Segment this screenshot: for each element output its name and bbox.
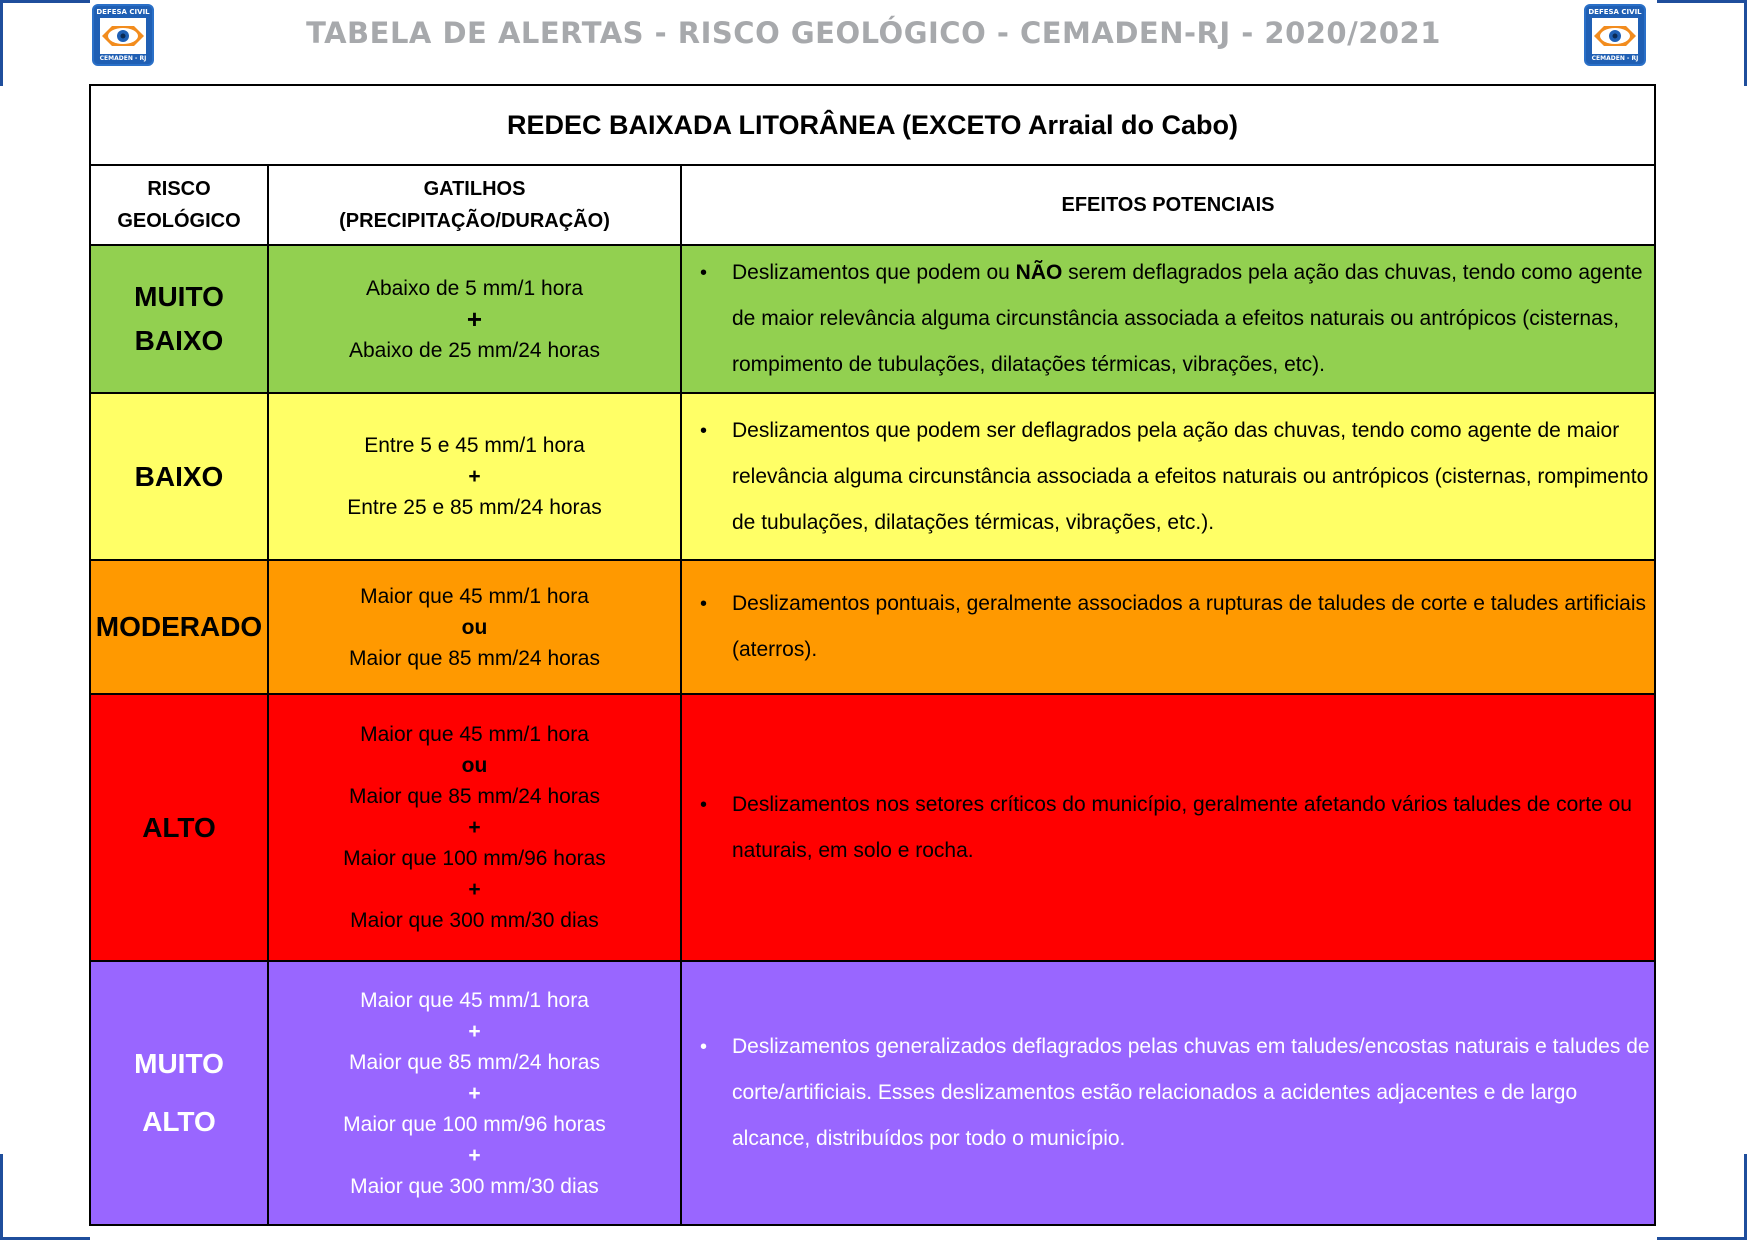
header-triggers-line1: GATILHOS xyxy=(423,178,526,200)
table-row-baixo xyxy=(90,393,1655,560)
corner-frame-top-right xyxy=(1657,0,1747,3)
trigger-line: Maior que 300 mm/30 dias xyxy=(350,1174,599,1198)
risk-level-cell: ALTO xyxy=(90,694,268,961)
logo-top-text: DEFESA CIVIL xyxy=(96,8,150,16)
effect-text-bold: NÃO xyxy=(1015,261,1063,284)
effect-text: Deslizamentos nos setores críticos do município, geralmente afetando vários taludes de corte ou naturais, em solo e rocha. xyxy=(732,792,1632,862)
table-title-row xyxy=(90,85,1655,165)
risk-level-cell: BAIXO xyxy=(90,393,268,560)
risk-level-line1: MUITO xyxy=(134,281,224,312)
table-row-muito-alto xyxy=(90,961,1655,1225)
effect-cell xyxy=(681,245,1655,393)
header-risk-line2: GEOLÓGICO xyxy=(117,210,241,232)
bullet-icon: • xyxy=(700,262,708,284)
risk-level-cell: MODERADO xyxy=(90,560,268,694)
corner-frame-top-left xyxy=(0,0,90,3)
trigger-line: Entre 25 e 85 mm/24 horas xyxy=(347,496,602,519)
alert-table xyxy=(89,84,1656,1226)
logo-bottom-text: CEMADEN - RJ xyxy=(1591,55,1639,62)
effect-item xyxy=(700,250,1654,388)
risk-level-cell xyxy=(90,245,268,393)
corner-frame-bottom-left xyxy=(0,1154,3,1240)
trigger-line: Maior que 45 mm/1 hora xyxy=(360,723,589,746)
trigger-operator: + xyxy=(468,1081,481,1105)
header-risk-line1: RISCO xyxy=(147,178,211,200)
trigger-line: Maior que 85 mm/24 horas xyxy=(349,1050,600,1074)
bullet-icon: • xyxy=(700,1036,708,1058)
trigger-line: Maior que 100 mm/96 horas xyxy=(343,847,606,870)
trigger-operator: ou xyxy=(461,615,488,639)
trigger-line: Maior que 85 mm/24 horas xyxy=(349,785,600,808)
trigger-operator: + xyxy=(468,816,481,839)
header-effects: EFEITOS POTENCIAIS xyxy=(681,165,1655,245)
risk-level-line1: MUITO xyxy=(134,1048,224,1079)
risk-level-line2: ALTO xyxy=(142,1106,216,1137)
trigger-operator: + xyxy=(466,303,483,334)
page-title: TABELA DE ALERTAS - RISCO GEOLÓGICO - CEMADEN-RJ - 2020/2021 xyxy=(306,16,1441,50)
logo-top-text: DEFESA CIVIL xyxy=(1588,8,1642,16)
trigger-line: Abaixo de 5 mm/1 hora xyxy=(365,276,584,300)
trigger-operator: + xyxy=(468,1143,481,1167)
trigger-operator: + xyxy=(468,878,481,901)
trigger-cell xyxy=(268,393,681,560)
effect-text-after: serem deflagrados pela ação das chuvas, tendo como agente de maior relevância alguma circunstância associada a efeitos naturais ou antrópicos (cisternas, rompimento de tubulações, dilatações térmicas, vibrações, etc). xyxy=(732,261,1643,376)
logo-bottom-text: CEMADEN - RJ xyxy=(99,55,147,62)
trigger-line: Maior que 85 mm/24 horas xyxy=(349,646,600,670)
header-triggers-line2: (PRECIPITAÇÃO/DURAÇÃO) xyxy=(339,210,610,232)
trigger-line: Maior que 100 mm/96 horas xyxy=(343,1112,606,1136)
table-row-muito-baixo xyxy=(90,245,1655,393)
effect-item xyxy=(700,581,1654,673)
defesa-civil-logo-right xyxy=(1584,4,1646,66)
effect-item xyxy=(700,1024,1654,1162)
trigger-line: Maior que 45 mm/1 hora xyxy=(360,988,589,1012)
table-header-row xyxy=(90,165,1655,245)
trigger-line: Abaixo de 25 mm/24 horas xyxy=(349,338,600,362)
table-row-moderado xyxy=(90,560,1655,694)
bullet-icon: • xyxy=(700,793,708,816)
trigger-operator: + xyxy=(468,1019,481,1043)
header-triggers xyxy=(268,165,681,245)
risk-level-line2: BAIXO xyxy=(134,325,224,356)
trigger-cell xyxy=(268,694,681,961)
trigger-operator: ou xyxy=(461,754,488,777)
trigger-line: Maior que 300 mm/30 dias xyxy=(350,909,599,932)
trigger-line: Entre 5 e 45 mm/1 hora xyxy=(364,434,585,457)
effect-item xyxy=(700,408,1654,546)
effect-item xyxy=(700,782,1654,874)
effect-cell xyxy=(681,560,1655,694)
trigger-cell xyxy=(268,961,681,1225)
effect-text: Deslizamentos generalizados deflagrados pelas chuvas em taludes/encostas naturais e taludes de corte/artificiais. Esses deslizamentos estão relacionados a acidentes adjacentes e de largo alcance, distribuídos por todo o município. xyxy=(732,1035,1650,1150)
trigger-cell xyxy=(268,245,681,393)
header-risk xyxy=(90,165,268,245)
effect-text: Deslizamentos pontuais, geralmente associados a rupturas de taludes de corte e taludes artificiais (aterros). xyxy=(732,592,1647,661)
bullet-icon: • xyxy=(700,593,708,615)
bullet-icon: • xyxy=(700,419,708,442)
effect-cell xyxy=(681,961,1655,1225)
effect-cell xyxy=(681,694,1655,961)
effect-text: Deslizamentos que podem ser deflagrados pela ação das chuvas, tendo como agente de maior relevância alguma circunstância associada a efeitos naturais ou antrópicos (cisternas, rompimento de tubulações, dilatações térmicas, vibrações, etc.). xyxy=(732,418,1649,534)
trigger-line: Maior que 45 mm/1 hora xyxy=(360,584,589,608)
table-title: REDEC BAIXADA LITORÂNEA (EXCETO Arraial do Cabo) xyxy=(90,85,1655,165)
table-row-alto xyxy=(90,694,1655,961)
effect-text-before: Deslizamentos que podem ou xyxy=(732,261,1016,284)
trigger-operator: + xyxy=(468,465,481,488)
risk-level-cell xyxy=(90,961,268,1225)
effect-cell xyxy=(681,393,1655,560)
trigger-cell xyxy=(268,560,681,694)
eye-logo-icon xyxy=(1592,18,1638,54)
